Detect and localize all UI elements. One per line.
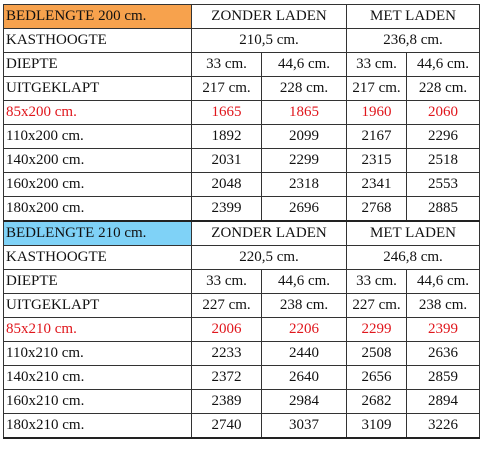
size-label: 160x200 cm. — [4, 173, 192, 197]
price-cell: 2696 — [262, 197, 347, 222]
size-price-row — [4, 390, 480, 414]
size-label: 85x210 cm. — [4, 318, 192, 342]
uitgeklapt-value: 228 cm. — [407, 77, 480, 101]
price-cell: 2233 — [192, 342, 262, 366]
price-cell: 2399 — [192, 197, 262, 222]
uitgeklapt-label: UITGEKLAPT — [4, 77, 192, 101]
uitgeklapt-value: 217 cm. — [192, 77, 262, 101]
price-cell: 3109 — [347, 414, 407, 439]
price-cell: 1665 — [192, 101, 262, 125]
size-label: 140x200 cm. — [4, 149, 192, 173]
diepte-row — [4, 53, 480, 77]
size-price-row — [4, 318, 480, 342]
price-cell: 2299 — [347, 318, 407, 342]
kasthoogte-label: KASTHOOGTE — [4, 246, 192, 270]
kasthoogte-label: KASTHOOGTE — [4, 29, 192, 53]
uitgeklapt-value: 238 cm. — [262, 294, 347, 318]
size-label: 180x200 cm. — [4, 197, 192, 222]
price-cell: 2740 — [192, 414, 262, 439]
price-cell: 2636 — [407, 342, 480, 366]
size-price-row — [4, 366, 480, 390]
uitgeklapt-value: 217 cm. — [347, 77, 407, 101]
bedlengte-title: BEDLENGTE 210 cm. — [4, 221, 192, 246]
price-cell: 2399 — [407, 318, 480, 342]
price-cell: 2206 — [262, 318, 347, 342]
price-cell: 2859 — [407, 366, 480, 390]
price-cell: 2984 — [262, 390, 347, 414]
size-price-row — [4, 101, 480, 125]
price-cell: 2006 — [192, 318, 262, 342]
group-label-zonder-laden: ZONDER LADEN — [192, 221, 347, 246]
size-price-row — [4, 342, 480, 366]
price-cell: 2318 — [262, 173, 347, 197]
size-label: 140x210 cm. — [4, 366, 192, 390]
price-cell: 2296 — [407, 125, 480, 149]
price-cell: 2372 — [192, 366, 262, 390]
price-table — [3, 4, 480, 439]
price-cell: 2299 — [262, 149, 347, 173]
price-cell: 2389 — [192, 390, 262, 414]
price-cell: 2682 — [347, 390, 407, 414]
diepte-label: DIEPTE — [4, 270, 192, 294]
uitgeklapt-value: 227 cm. — [347, 294, 407, 318]
price-cell: 2048 — [192, 173, 262, 197]
price-cell: 1865 — [262, 101, 347, 125]
price-cell: 3226 — [407, 414, 480, 439]
price-cell: 2508 — [347, 342, 407, 366]
price-cell: 2518 — [407, 149, 480, 173]
price-cell: 2099 — [262, 125, 347, 149]
price-cell: 2768 — [347, 197, 407, 222]
kasthoogte-met-laden: 246,8 cm. — [347, 246, 480, 270]
diepte-value: 44,6 cm. — [407, 270, 480, 294]
size-price-row — [4, 173, 480, 197]
diepte-value: 33 cm. — [347, 53, 407, 77]
group-label-met-laden: MET LADEN — [347, 5, 480, 29]
diepte-value: 44,6 cm. — [262, 270, 347, 294]
price-cell: 2060 — [407, 101, 480, 125]
kasthoogte-row — [4, 246, 480, 270]
price-cell: 2656 — [347, 366, 407, 390]
block-header-row — [4, 221, 480, 246]
uitgeklapt-value: 228 cm. — [262, 77, 347, 101]
uitgeklapt-value: 227 cm. — [192, 294, 262, 318]
size-label: 85x200 cm. — [4, 101, 192, 125]
price-cell: 2553 — [407, 173, 480, 197]
price-cell: 3037 — [262, 414, 347, 439]
diepte-value: 33 cm. — [192, 270, 262, 294]
kasthoogte-zonder-laden: 210,5 cm. — [192, 29, 347, 53]
diepte-row — [4, 270, 480, 294]
uitgeklapt-label: UITGEKLAPT — [4, 294, 192, 318]
price-table-body — [4, 5, 480, 439]
diepte-value: 44,6 cm. — [262, 53, 347, 77]
size-price-row — [4, 414, 480, 439]
diepte-value: 33 cm. — [192, 53, 262, 77]
price-cell: 2885 — [407, 197, 480, 222]
size-price-row — [4, 149, 480, 173]
uitgeklapt-value: 238 cm. — [407, 294, 480, 318]
size-label: 160x210 cm. — [4, 390, 192, 414]
price-table-container — [3, 4, 479, 439]
price-cell: 2440 — [262, 342, 347, 366]
price-cell: 2315 — [347, 149, 407, 173]
size-label: 110x200 cm. — [4, 125, 192, 149]
group-label-met-laden: MET LADEN — [347, 221, 480, 246]
kasthoogte-row — [4, 29, 480, 53]
price-cell: 2894 — [407, 390, 480, 414]
kasthoogte-zonder-laden: 220,5 cm. — [192, 246, 347, 270]
size-label: 180x210 cm. — [4, 414, 192, 439]
price-cell: 1960 — [347, 101, 407, 125]
kasthoogte-met-laden: 236,8 cm. — [347, 29, 480, 53]
price-cell: 1892 — [192, 125, 262, 149]
price-cell: 2031 — [192, 149, 262, 173]
price-cell: 2341 — [347, 173, 407, 197]
uitgeklapt-row — [4, 77, 480, 101]
size-price-row — [4, 197, 480, 222]
bedlengte-title: BEDLENGTE 200 cm. — [4, 5, 192, 29]
uitgeklapt-row — [4, 294, 480, 318]
size-label: 110x210 cm. — [4, 342, 192, 366]
diepte-value: 33 cm. — [347, 270, 407, 294]
group-label-zonder-laden: ZONDER LADEN — [192, 5, 347, 29]
block-header-row — [4, 5, 480, 29]
diepte-label: DIEPTE — [4, 53, 192, 77]
price-cell: 2167 — [347, 125, 407, 149]
diepte-value: 44,6 cm. — [407, 53, 480, 77]
price-cell: 2640 — [262, 366, 347, 390]
size-price-row — [4, 125, 480, 149]
